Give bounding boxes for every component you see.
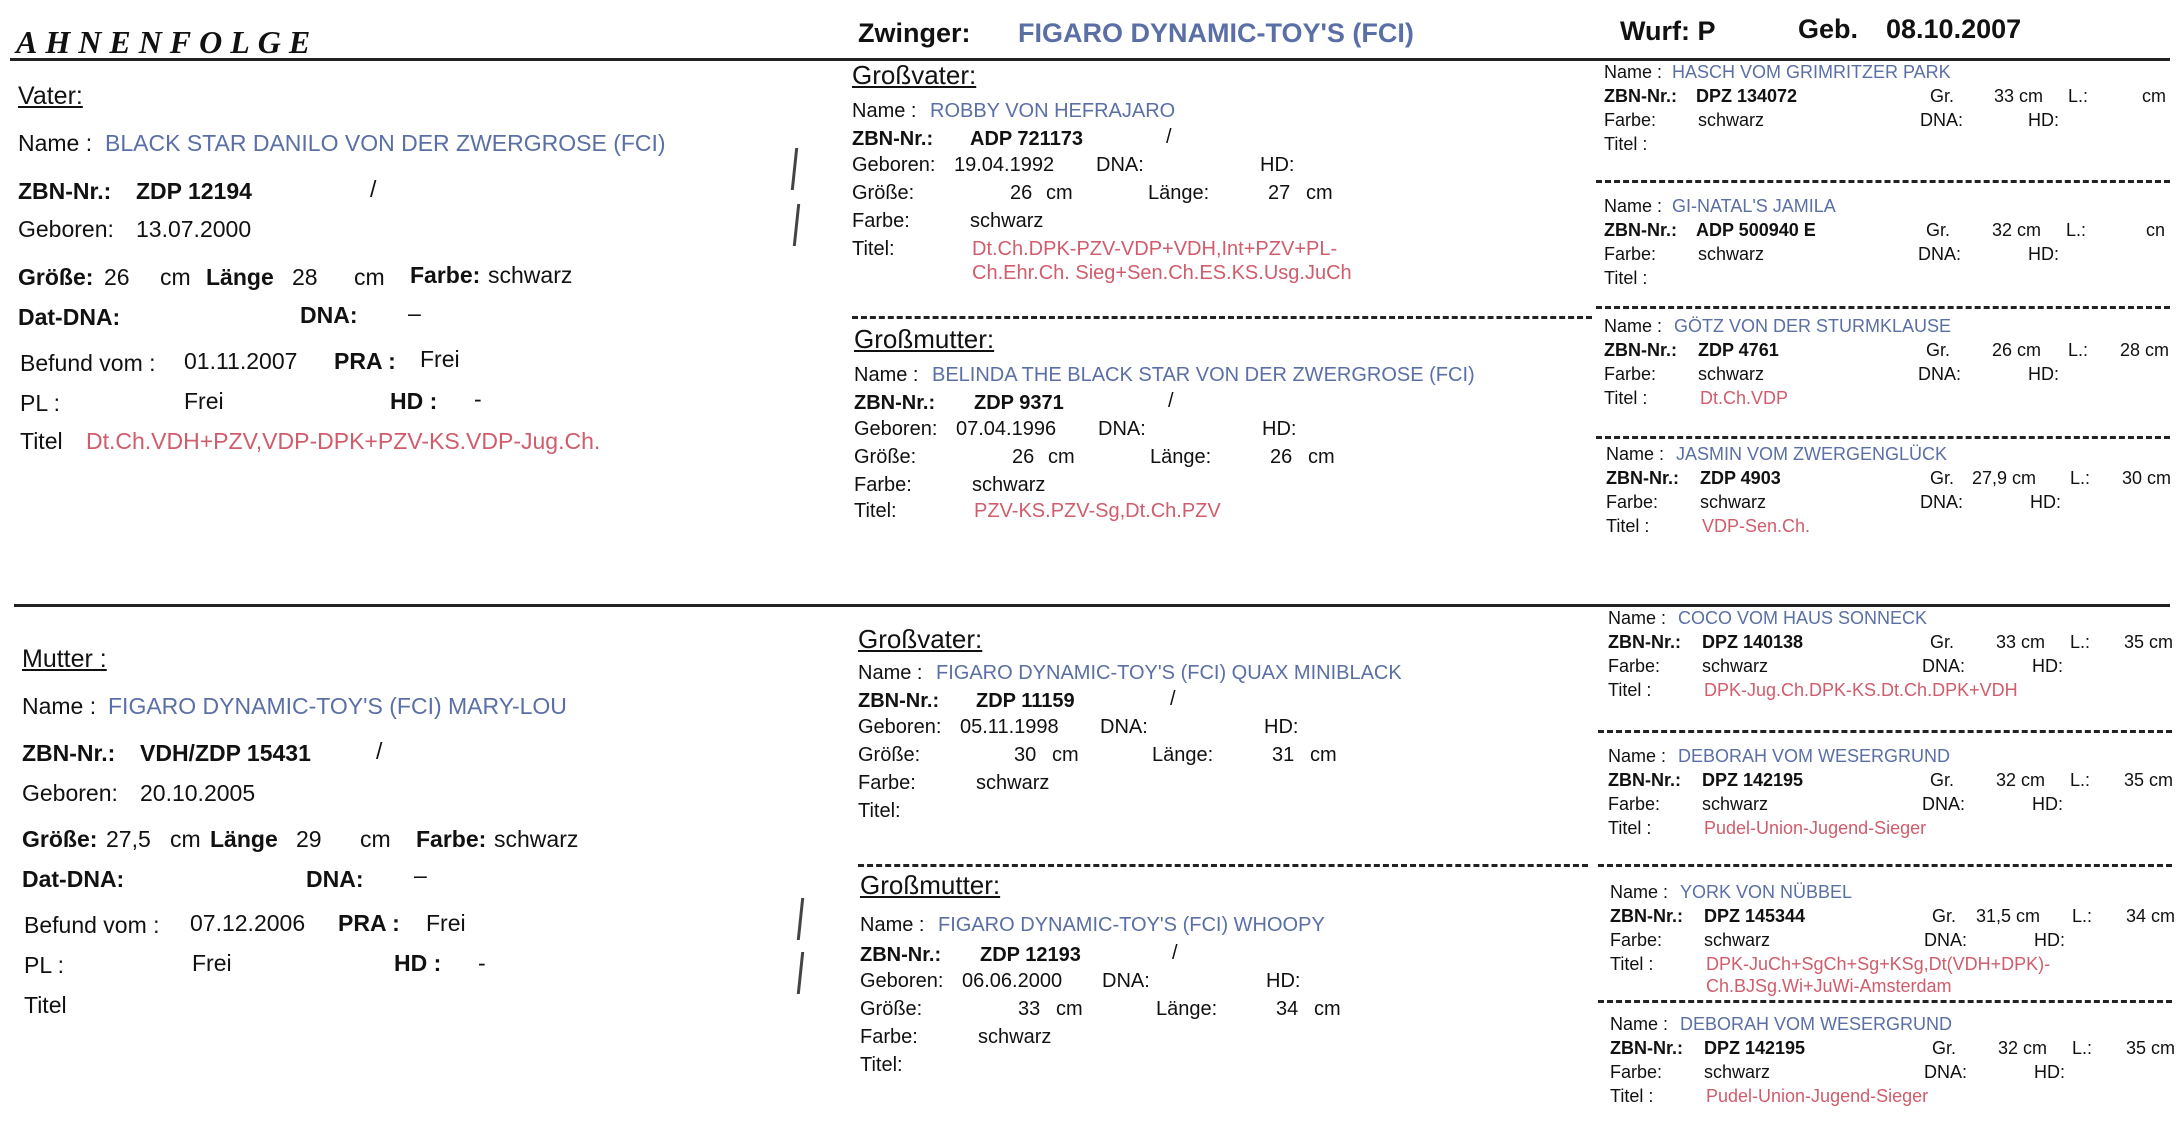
gm-mutter-heading: Großmutter: [860,870,1001,900]
ur-gr: 32 cm [1992,220,2042,240]
ur-zbn-label: ZBN-Nr.: [1610,1038,1683,1058]
ur-gr: 33 cm [1996,632,2046,652]
ur-l: 35 cm [2124,632,2174,652]
ur-hd-label: HD: [2028,244,2059,264]
ur-zbn: DPZ 140138 [1702,632,1804,652]
gm-mutter-laenge-unit: cm [1314,998,1341,1020]
gm-vater-farbe: schwarz [972,474,1046,496]
vater-heading: Vater: [18,82,83,110]
wurf-value: Wurf: P [1620,16,1716,46]
ur-zbn: DPZ 134072 [1696,86,1798,106]
ur-farbe-label: Farbe: [1608,656,1661,676]
ur-name: JASMIN VOM ZWERGENGLÜCK [1676,444,1948,464]
vater-dna-dash: – [408,300,421,326]
gv-mutter-geboren: 05.11.1998 [960,716,1059,738]
gm-vater-groesse-label: Größe: [854,446,917,468]
mutter-pl-label: PL : [24,952,65,978]
gm-vater-zbn-label: ZBN-Nr.: [854,392,936,414]
ur-hd-label: HD: [2028,364,2059,384]
gv-mutter-laenge: 31 [1272,744,1295,766]
ur-name-label: Name : [1604,62,1663,82]
ur-name-label: Name : [1610,882,1669,902]
gv-mutter-titel-label: Titel: [858,800,901,822]
ur-name: GÖTZ VON DER STURMKLAUSE [1674,316,1952,336]
vater-hd-label: HD : [390,388,438,414]
ur-zbn-label: ZBN-Nr.: [1604,86,1677,106]
mutter-hd: - [478,950,486,976]
mutter-hd-label: HD : [394,950,442,976]
mutter-geboren-label: Geboren: [22,780,118,806]
ur-hd-label: HD: [2034,930,2065,950]
ur-titel-2: Ch.BJSg.Wi+JuWi-Amsterdam [1706,976,1952,996]
ur-titel-label: Titel : [1608,680,1652,700]
ur-dna-label: DNA: [1924,1062,1968,1082]
vater-name-label: Name : [18,130,93,156]
gm-vater-laenge-unit: cm [1308,446,1335,468]
gv-mutter-groesse-label: Größe: [858,744,921,766]
vater-hd: - [474,386,482,412]
mutter-titel-label: Titel [24,992,67,1018]
gm-vater-name: BELINDA THE BLACK STAR VON DER ZWERGROSE (FCI) [932,364,1475,386]
gm-mutter-zbn: ZDP 12193 [980,944,1081,966]
ur-dna-label: DNA: [1924,930,1968,950]
ur-zbn-label: ZBN-Nr.: [1610,906,1683,926]
ur-farbe-label: Farbe: [1604,110,1657,130]
gm-mutter-slash: / [1172,942,1178,964]
gv-vater-dna-label: DNA: [1096,154,1144,176]
vater-pl: Frei [184,388,224,414]
gm-mutter-laenge: 34 [1276,998,1299,1020]
mutter-pl: Frei [192,950,232,976]
ur-l: 28 cm [2120,340,2170,360]
mutter-groesse-unit: cm [170,826,201,852]
geb-date: 08.10.2007 [1886,14,2022,44]
ur-l-label: L.: [2070,770,2091,790]
gm-vater-zbn: ZDP 9371 [974,392,1064,414]
mutter-farbe: schwarz [494,826,579,852]
mutter-laenge-label: Länge [210,826,278,852]
ur-name-label: Name : [1608,746,1667,766]
section-divider [1596,306,2170,309]
gv-vater-zbn: ADP 721173 [970,128,1084,150]
ur-gr: 32 cm [1996,770,2046,790]
gm-mutter-dna-label: DNA: [1102,970,1150,992]
gv-vater-titel-2: Ch.Ehr.Ch. Sieg+Sen.Ch.ES.KS.Usg.JuCh [972,262,1352,284]
half-divider [14,604,2170,607]
ur-l: 35 cm [2126,1038,2176,1058]
gm-vater-laenge: 26 [1270,446,1293,468]
ur-zbn-label: ZBN-Nr.: [1608,632,1681,652]
gv-vater-groesse: 26 [1010,182,1033,204]
gv-mutter-groesse-unit: cm [1052,744,1079,766]
gv-mutter-heading: Großvater: [858,624,983,654]
ur-hd-label: HD: [2032,794,2063,814]
gm-vater-name-label: Name : [854,364,919,386]
gv-vater-farbe: schwarz [970,210,1044,232]
gm-vater-geboren: 07.04.1996 [956,418,1057,440]
ur-gr-label: Gr. [1930,468,1955,488]
mutter-groesse-label: Größe: [22,826,98,852]
vater-groesse-label: Größe: [18,264,94,290]
ur-name-label: Name : [1606,444,1665,464]
ur-farbe-label: Farbe: [1604,244,1657,264]
geb-label: Geb. [1798,14,1859,44]
ur-titel-label: Titel : [1604,388,1648,408]
gm-vater-titel-label: Titel: [854,500,897,522]
ur-farbe-label: Farbe: [1606,492,1659,512]
ur-zbn-label: ZBN-Nr.: [1608,770,1681,790]
ur-gr: 31,5 cm [1976,906,2041,926]
ur-zbn: ZDP 4903 [1700,468,1781,488]
ur-name: HASCH VOM GRIMRITZER PARK [1672,62,1951,82]
vater-datdna-label: Dat-DNA: [18,304,121,330]
mutter-zbn: VDH/ZDP 15431 [140,740,311,766]
ur-l-label: L.: [2070,468,2091,488]
gv-mutter-farbe: schwarz [976,772,1050,794]
ur-gr-label: Gr. [1930,86,1955,106]
ur-name: DEBORAH VOM WESERGRUND [1678,746,1951,766]
ur-farbe-label: Farbe: [1610,930,1663,950]
mutter-geboren: 20.10.2005 [140,780,256,806]
binding-mark [793,204,800,246]
vater-pl-label: PL : [20,390,61,416]
ur-zbn: DPZ 142195 [1702,770,1804,790]
gm-mutter-groesse: 33 [1018,998,1041,1020]
ur-zbn: DPZ 145344 [1704,906,1806,926]
ur-name: GI-NATAL'S JAMILA [1672,196,1836,216]
ur-titel-label: Titel : [1604,134,1648,154]
ur-gr: 26 cm [1992,340,2042,360]
ur-hd-label: HD: [2028,110,2059,130]
gv-vater-farbe-label: Farbe: [852,210,910,232]
mutter-pra: Frei [426,910,466,936]
vater-dna-label: DNA: [300,302,358,328]
gm-vater-slash: / [1168,390,1174,412]
ur-titel-label: Titel : [1608,818,1652,838]
ur-farbe-label: Farbe: [1610,1062,1663,1082]
ur-gr: 27,9 cm [1972,468,2037,488]
gm-mutter-laenge-label: Länge: [1156,998,1218,1020]
vater-farbe-label: Farbe: [410,262,481,288]
ur-name-label: Name : [1610,1014,1669,1034]
ur-l: 35 cm [2124,770,2174,790]
gv-vater-groesse-unit: cm [1046,182,1073,204]
vater-befund-label: Befund vom : [20,350,156,376]
ur-dna-label: DNA: [1920,110,1964,130]
ur-farbe: schwarz [1698,110,1765,130]
gv-mutter-groesse: 30 [1014,744,1037,766]
gv-mutter-zbn: ZDP 11159 [976,690,1075,712]
ur-dna-label: DNA: [1918,244,1962,264]
header-rule [10,58,2170,61]
ur-titel: Dt.Ch.VDP [1700,388,1789,408]
ur-dna-label: DNA: [1922,656,1966,676]
gm-mutter-farbe: schwarz [978,1026,1052,1048]
ur-l-label: L.: [2072,906,2093,926]
ur-gr-label: Gr. [1932,1038,1957,1058]
vater-laenge-label: Länge [206,264,274,290]
gv-vater-laenge: 27 [1268,182,1291,204]
ur-hd-label: HD: [2034,1062,2065,1082]
document-title: AHNENFOLGE [16,24,319,60]
mutter-befund-label: Befund vom : [24,912,160,938]
mutter-befund: 07.12.2006 [190,910,306,936]
vater-pra-label: PRA : [334,348,396,374]
section-divider [858,864,1588,867]
ur-l: cn [2146,220,2166,240]
mutter-laenge: 29 [296,826,322,852]
gm-vater-heading: Großmutter: [854,324,995,354]
ur-gr: 32 cm [1998,1038,2048,1058]
vater-laenge-unit: cm [354,264,385,290]
ur-name-label: Name : [1604,316,1663,336]
ur-l-label: L.: [2072,1038,2093,1058]
gm-mutter-zbn-label: ZBN-Nr.: [860,944,942,966]
gm-vater-groesse-unit: cm [1048,446,1075,468]
gv-mutter-farbe-label: Farbe: [858,772,916,794]
gv-vater-zbn-label: ZBN-Nr.: [852,128,934,150]
ur-gr-label: Gr. [1926,340,1951,360]
gv-mutter-zbn-label: ZBN-Nr.: [858,690,940,712]
ur-titel: Pudel-Union-Jugend-Sieger [1704,818,1927,838]
gv-mutter-geboren-label: Geboren: [858,716,942,738]
binding-mark [797,898,804,940]
ur-farbe: schwarz [1698,244,1765,264]
vater-zbn: ZDP 12194 [136,178,252,204]
gm-mutter-groesse-unit: cm [1056,998,1083,1020]
section-divider [1598,1000,2172,1003]
gm-vater-dna-label: DNA: [1098,418,1146,440]
ur-farbe: schwarz [1702,794,1769,814]
ur-zbn: ADP 500940 E [1696,220,1816,240]
ur-farbe: schwarz [1700,492,1767,512]
ur-name-label: Name : [1604,196,1663,216]
ur-farbe-label: Farbe: [1604,364,1657,384]
vater-groesse: 26 [104,264,130,290]
ur-farbe: schwarz [1698,364,1765,384]
zwinger-label: Zwinger: [858,18,971,48]
gv-mutter-laenge-label: Länge: [1152,744,1214,766]
ur-name-label: Name : [1608,608,1667,628]
ur-titel: DPK-JuCh+SgCh+Sg+KSg,Dt(VDH+DPK)- [1706,954,2051,974]
ur-farbe: schwarz [1704,930,1771,950]
gv-vater-laenge-unit: cm [1306,182,1333,204]
ur-l: 34 cm [2126,906,2176,926]
gm-vater-laenge-label: Länge: [1150,446,1212,468]
gv-vater-heading: Großvater: [852,60,977,90]
vater-slash: / [370,176,377,202]
section-divider [1596,436,2170,439]
mutter-name: FIGARO DYNAMIC-TOY'S (FCI) MARY-LOU [108,693,567,719]
mutter-name-label: Name : [22,693,97,719]
section-divider [1598,864,2172,867]
gv-vater-geboren-label: Geboren: [852,154,936,176]
vater-zbn-label: ZBN-Nr.: [18,178,112,204]
gv-vater-titel-1: Dt.Ch.DPK-PZV-VDP+VDH,Int+PZV+PL- [972,238,1338,260]
gv-mutter-hd-label: HD: [1264,716,1299,738]
gv-vater-hd-label: HD: [1260,154,1295,176]
vater-groesse-unit: cm [160,264,191,290]
binding-mark [797,952,804,994]
ur-titel: Pudel-Union-Jugend-Sieger [1706,1086,1929,1106]
ur-l-label: L.: [2066,220,2087,240]
gm-vater-farbe-label: Farbe: [854,474,912,496]
ur-farbe-label: Farbe: [1608,794,1661,814]
section-divider [1598,730,2172,733]
ur-gr-label: Gr. [1932,906,1957,926]
ur-titel-label: Titel : [1606,516,1650,536]
ur-zbn: DPZ 142195 [1704,1038,1806,1058]
mutter-dna-label: DNA: [306,866,364,892]
gv-mutter-name-label: Name : [858,662,923,684]
ur-gr-label: Gr. [1930,632,1955,652]
vater-titel: Dt.Ch.VDH+PZV,VDP-DPK+PZV-KS.VDP-Jug.Ch. [86,428,601,454]
ur-titel-label: Titel : [1610,954,1654,974]
gm-vater-geboren-label: Geboren: [854,418,938,440]
section-divider [852,316,1592,319]
gm-mutter-geboren-label: Geboren: [860,970,944,992]
mutter-heading: Mutter : [22,645,107,673]
ur-farbe: schwarz [1704,1062,1771,1082]
ur-l: 30 cm [2122,468,2172,488]
gv-mutter-name: FIGARO DYNAMIC-TOY'S (FCI) QUAX MINIBLACK [936,662,1402,684]
gm-mutter-titel-label: Titel: [860,1054,903,1076]
ur-titel-label: Titel : [1604,268,1648,288]
ur-l-label: L.: [2070,632,2091,652]
ur-dna-label: DNA: [1918,364,1962,384]
ur-name: DEBORAH VOM WESERGRUND [1680,1014,1953,1034]
vater-geboren-label: Geboren: [18,216,114,242]
ur-zbn-label: ZBN-Nr.: [1606,468,1679,488]
gv-vater-slash: / [1166,126,1172,148]
gv-vater-groesse-label: Größe: [852,182,915,204]
ur-name: YORK VON NÜBBEL [1680,882,1853,902]
gv-vater-geboren: 19.04.1992 [954,154,1055,176]
gv-vater-name: ROBBY VON HEFRAJARO [930,100,1176,122]
ur-l: cm [2142,86,2166,106]
ur-zbn: ZDP 4761 [1698,340,1779,360]
ur-name: COCO VOM HAUS SONNECK [1678,608,1928,628]
mutter-dna-dash: – [414,862,427,888]
mutter-farbe-label: Farbe: [416,826,487,852]
ur-titel: DPK-Jug.Ch.DPK-KS.Dt.Ch.DPK+VDH [1704,680,2018,700]
ur-titel-label: Titel : [1610,1086,1654,1106]
gv-mutter-laenge-unit: cm [1310,744,1337,766]
ur-zbn-label: ZBN-Nr.: [1604,340,1677,360]
mutter-zbn-label: ZBN-Nr.: [22,740,116,766]
gv-vater-name-label: Name : [852,100,917,122]
gv-mutter-slash: / [1170,688,1176,710]
ur-gr-label: Gr. [1926,220,1951,240]
vater-geboren: 13.07.2000 [136,216,252,242]
gv-vater-titel-label: Titel: [852,238,895,260]
ur-dna-label: DNA: [1922,794,1966,814]
vater-titel-label: Titel [20,428,63,454]
ur-hd-label: HD: [2030,492,2061,512]
mutter-groesse: 27,5 [106,826,151,852]
vater-befund: 01.11.2007 [184,348,298,374]
gm-mutter-name-label: Name : [860,914,925,936]
gm-mutter-farbe-label: Farbe: [860,1026,918,1048]
ur-l-label: L.: [2068,86,2089,106]
gm-mutter-geboren: 06.06.2000 [962,970,1063,992]
gv-vater-laenge-label: Länge: [1148,182,1210,204]
ur-gr: 33 cm [1994,86,2044,106]
zwinger-value: FIGARO DYNAMIC-TOY'S (FCI) [1018,18,1414,48]
gm-mutter-groesse-label: Größe: [860,998,923,1020]
gm-vater-hd-label: HD: [1262,418,1297,440]
mutter-datdna-label: Dat-DNA: [22,866,125,892]
ur-dna-label: DNA: [1920,492,1964,512]
section-divider [1596,180,2170,183]
ur-gr-label: Gr. [1930,770,1955,790]
binding-mark [791,148,798,190]
vater-pra: Frei [420,346,460,372]
mutter-laenge-unit: cm [360,826,391,852]
vater-name: BLACK STAR DANILO VON DER ZWERGROSE (FCI) [105,130,666,156]
gm-mutter-name: FIGARO DYNAMIC-TOY'S (FCI) WHOOPY [938,914,1325,936]
vater-laenge: 28 [292,264,318,290]
mutter-slash: / [376,738,383,764]
gm-mutter-hd-label: HD: [1266,970,1301,992]
gm-vater-groesse: 26 [1012,446,1035,468]
ur-titel: VDP-Sen.Ch. [1702,516,1811,536]
ur-hd-label: HD: [2032,656,2063,676]
ur-farbe: schwarz [1702,656,1769,676]
vater-farbe: schwarz [488,262,573,288]
ur-zbn-label: ZBN-Nr.: [1604,220,1677,240]
gm-vater-titel: PZV-KS.PZV-Sg,Dt.Ch.PZV [974,500,1221,522]
mutter-pra-label: PRA : [338,910,400,936]
gv-mutter-dna-label: DNA: [1100,716,1148,738]
ur-l-label: L.: [2068,340,2089,360]
